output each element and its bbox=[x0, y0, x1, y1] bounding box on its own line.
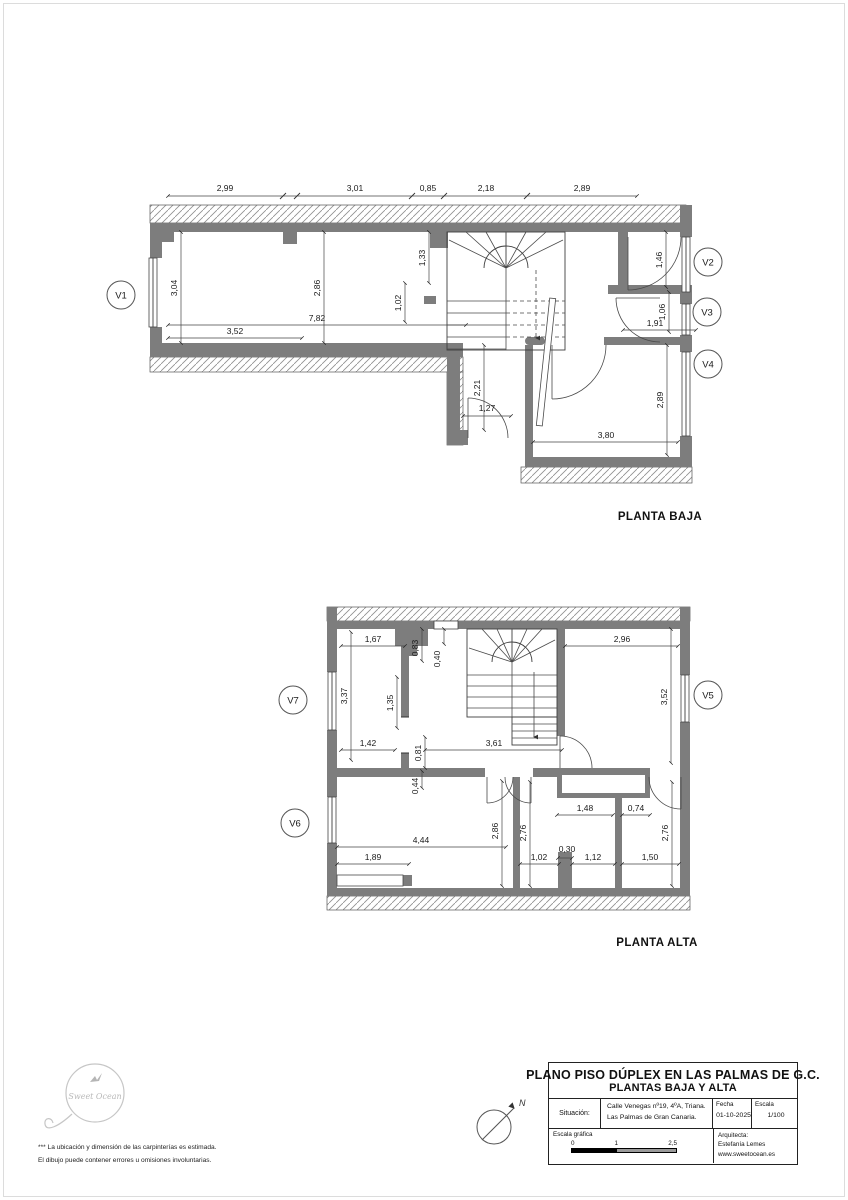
logo-bird-icon bbox=[90, 1073, 102, 1082]
dim-label: 0,85 bbox=[419, 183, 437, 193]
dim-label: 3,37 bbox=[339, 687, 349, 705]
dim-label: 1,48 bbox=[576, 803, 594, 813]
door-swing bbox=[487, 777, 513, 803]
dim-label: 3,04 bbox=[169, 279, 179, 297]
scale-bar-segment-2 bbox=[616, 1149, 676, 1152]
escala-label: Escala bbox=[755, 1101, 774, 1108]
window-symbol-v2 bbox=[682, 237, 690, 292]
scale-tick-0: 0 bbox=[571, 1140, 575, 1147]
logo-brand-text: Sweet Ocean bbox=[68, 1092, 122, 1101]
dim-label: 0,44 bbox=[410, 777, 420, 795]
title-block bbox=[526, 1062, 820, 1165]
window-tag-label: V4 bbox=[702, 359, 714, 371]
dim-label: 3,52 bbox=[226, 326, 244, 336]
escala-grafica-label: Escala gráfica bbox=[553, 1131, 593, 1138]
arquitecta-label: Arquitecta: bbox=[718, 1132, 749, 1139]
pb-hatch-bottom-right bbox=[521, 467, 692, 483]
pa-dimensions bbox=[337, 629, 679, 886]
arquitecta-name: Estefanía Lemes bbox=[718, 1141, 766, 1149]
planta-baja-plan bbox=[107, 183, 722, 523]
sweet-ocean-logo bbox=[45, 1064, 124, 1128]
fecha-label: Fecha bbox=[716, 1101, 734, 1108]
escala-value: 1/100 bbox=[767, 1112, 785, 1119]
graphic-scale-bar bbox=[571, 1140, 677, 1153]
dim-label: 2,99 bbox=[216, 183, 234, 193]
window-tag-v2 bbox=[694, 248, 722, 276]
project-title: PLANO PISO DÚPLEX EN LAS PALMAS DE G.C. bbox=[526, 1067, 820, 1082]
dim-label: 3,01 bbox=[346, 183, 364, 193]
window-symbol-v4 bbox=[682, 352, 690, 436]
dim-label: 2,89 bbox=[655, 391, 665, 409]
dim-label: 1,33 bbox=[417, 249, 427, 267]
footnote-line1: *** La ubicación y dimensión de las carpinterías es estimada. bbox=[38, 1144, 217, 1151]
window-tag-v1 bbox=[107, 281, 135, 309]
dim-label: 0,40 bbox=[432, 650, 442, 668]
footnotes bbox=[38, 1142, 217, 1167]
planta-baja-title: PLANTA BAJA bbox=[617, 511, 703, 523]
pb-walls bbox=[150, 205, 692, 467]
pa-hatch-top bbox=[327, 607, 690, 621]
escala-grafica-cell bbox=[549, 1129, 714, 1163]
scale-bar-segment-1 bbox=[572, 1149, 616, 1152]
situacion-label: Situación: bbox=[549, 1099, 601, 1128]
window-tag-label: V1 bbox=[115, 290, 127, 302]
project-subtitle: PLANTAS BAJA Y ALTA bbox=[609, 1081, 737, 1094]
window-tag-v5 bbox=[694, 681, 722, 709]
dim-label: 1,89 bbox=[364, 852, 382, 862]
pb-hatch-bottom-left bbox=[150, 357, 463, 372]
dim-label: 4,44 bbox=[412, 835, 430, 845]
dim-label: 2,21 bbox=[472, 379, 482, 397]
escala-cell bbox=[752, 1099, 797, 1128]
window-tag-label: V2 bbox=[702, 257, 714, 269]
pa-closet bbox=[337, 875, 403, 886]
window-tag-v4 bbox=[694, 350, 722, 378]
window-tag-label: V5 bbox=[702, 690, 714, 702]
dim-label: 2,76 bbox=[660, 824, 670, 842]
dim-label: 1,46 bbox=[654, 251, 664, 269]
dim-label: 1,42 bbox=[359, 738, 377, 748]
dim-label: 1,35 bbox=[385, 694, 395, 712]
dim-label: 1,02 bbox=[530, 852, 548, 862]
scale-tick-1: 1 bbox=[614, 1140, 618, 1147]
window-tag-v7 bbox=[279, 686, 307, 714]
dim-label: 1,91 bbox=[646, 318, 664, 328]
pb-hatch-top bbox=[150, 205, 686, 223]
door-leaf bbox=[536, 298, 555, 426]
dim-label: 3,80 bbox=[597, 430, 615, 440]
logo-flourish bbox=[45, 1114, 72, 1128]
north-arrow bbox=[477, 1098, 526, 1144]
dim-label: 0,83 bbox=[410, 639, 420, 657]
dim-label: 0,81 bbox=[413, 744, 423, 762]
planta-alta-title: PLANTA ALTA bbox=[616, 937, 698, 949]
window-tag-label: V6 bbox=[289, 818, 301, 830]
door-swing bbox=[560, 736, 592, 768]
dim-label: 1,50 bbox=[641, 852, 659, 862]
dim-label: 0,74 bbox=[627, 803, 645, 813]
situacion-value bbox=[601, 1099, 713, 1128]
window-tag-label: V3 bbox=[701, 307, 713, 319]
fecha-cell bbox=[713, 1099, 752, 1128]
window-symbol-top bbox=[434, 621, 458, 629]
pa-staircase bbox=[467, 629, 557, 745]
dim-label: 0,30 bbox=[558, 844, 576, 854]
arquitecta-web: www.sweetocean.es bbox=[718, 1150, 776, 1158]
planta-alta-plan bbox=[279, 607, 722, 949]
dim-label: 1,67 bbox=[364, 634, 382, 644]
pa-hatch-bottom bbox=[327, 896, 690, 910]
dim-label: 7,82 bbox=[308, 313, 326, 323]
title-block-header bbox=[526, 1063, 820, 1099]
pa-walls bbox=[327, 607, 690, 896]
door-swing bbox=[552, 345, 606, 399]
window-symbol-v6 bbox=[328, 797, 336, 843]
window-symbol-v7 bbox=[328, 672, 336, 730]
dim-label: 2,86 bbox=[312, 279, 322, 297]
situacion-line1: Calle Venegas nº19, 4ºA, Triana. bbox=[607, 1103, 706, 1110]
dim-label: 3,61 bbox=[485, 738, 503, 748]
fecha-value: 01-10-2025 bbox=[716, 1112, 751, 1119]
north-label: N bbox=[519, 1098, 526, 1108]
door-opening-jambs bbox=[401, 717, 409, 753]
scale-tick-2-5: 2,5 bbox=[668, 1140, 677, 1147]
dim-label: 2,86 bbox=[490, 822, 500, 840]
dim-label: 2,89 bbox=[573, 183, 591, 193]
dim-label: 2,18 bbox=[477, 183, 495, 193]
window-tag-v3 bbox=[693, 298, 721, 326]
dim-label: 1,12 bbox=[584, 852, 602, 862]
dim-label: 2,96 bbox=[613, 634, 631, 644]
dim-label: 3,52 bbox=[659, 688, 669, 706]
dim-label: 1,27 bbox=[478, 403, 496, 413]
window-tag-label: V7 bbox=[287, 695, 299, 707]
situacion-line2: Las Palmas de Gran Canaria. bbox=[607, 1113, 697, 1121]
window-symbol-v1 bbox=[149, 258, 157, 327]
dim-label: 1,06 bbox=[657, 303, 667, 321]
dim-label: 1,02 bbox=[393, 294, 403, 312]
window-symbol-v5 bbox=[681, 675, 689, 722]
footnote-line2: El dibujo puede contener errores u omisiones involuntarias. bbox=[38, 1156, 212, 1164]
door-swing bbox=[649, 777, 681, 809]
window-tag-v6 bbox=[281, 809, 309, 837]
arquitecta-cell bbox=[714, 1129, 797, 1163]
dim-label: 2,76 bbox=[518, 824, 528, 842]
